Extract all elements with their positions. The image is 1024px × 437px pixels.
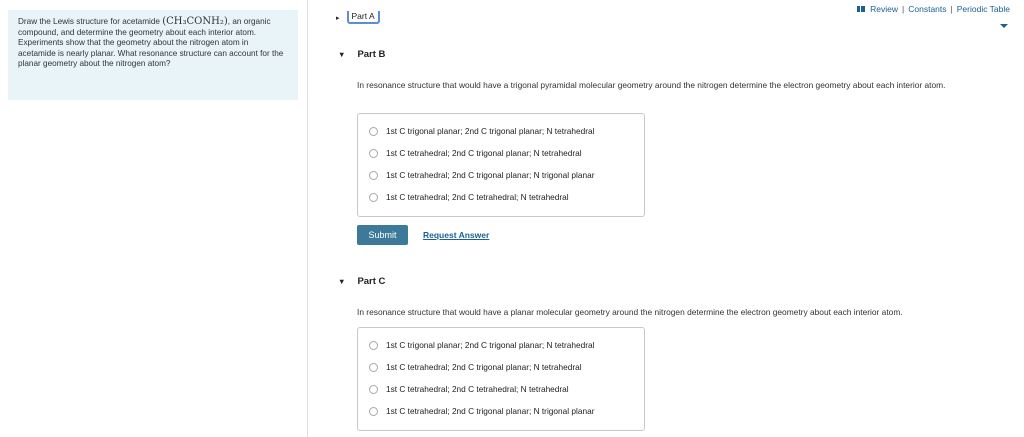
link-separator: | bbox=[950, 4, 953, 14]
review-icon bbox=[857, 6, 865, 12]
option-label: 1st C trigonal planar; 2nd C trigonal planar; N tetrahedral bbox=[386, 126, 595, 136]
problem-text-end: , an organic compound, and determine the geometry about each interior atom. Experiments show that the geometry about the nitrogen atom in acetamide is nearly planar. What resonance structure can account for the planar geometry about the nitrogen atom? bbox=[18, 17, 284, 68]
expand-triangle-icon: ▼ bbox=[338, 277, 346, 286]
radio-button[interactable] bbox=[369, 407, 378, 416]
radio-button[interactable] bbox=[369, 171, 378, 180]
acetamide-formula: (CH₃CONH₂) bbox=[162, 16, 228, 27]
option-label: 1st C trigonal planar; 2nd C trigonal planar; N tetrahedral bbox=[386, 340, 595, 350]
radio-button[interactable] bbox=[369, 149, 378, 158]
answer-option[interactable] bbox=[358, 378, 644, 400]
collapse-triangle-icon: ▸ bbox=[336, 15, 340, 22]
resource-links bbox=[857, 4, 1010, 14]
constants-link[interactable]: Constants bbox=[908, 4, 947, 14]
part-c-label: Part C bbox=[357, 276, 386, 287]
radio-button[interactable] bbox=[369, 385, 378, 394]
radio-button[interactable] bbox=[369, 193, 378, 202]
option-label: 1st C tetrahedral; 2nd C trigonal planar; N tetrahedral bbox=[386, 362, 582, 372]
option-label: 1st C tetrahedral; 2nd C tetrahedral; N tetrahedral bbox=[386, 384, 569, 394]
radio-button[interactable] bbox=[369, 363, 378, 372]
part-a-header[interactable] bbox=[336, 12, 380, 24]
answer-option[interactable] bbox=[358, 120, 644, 142]
part-b-label: Part B bbox=[357, 49, 386, 60]
chevron-down-icon[interactable] bbox=[1000, 16, 1008, 22]
link-separator: | bbox=[902, 4, 905, 14]
problem-text-start: Draw the Lewis structure for acetamide bbox=[18, 17, 163, 26]
answer-option[interactable] bbox=[358, 400, 644, 422]
part-c-question: In resonance structure that would have a planar molecular geometry around the nitrogen determine the electron geometry about each interior atom. bbox=[357, 307, 903, 317]
part-b-header[interactable] bbox=[338, 49, 385, 60]
radio-button[interactable] bbox=[369, 127, 378, 136]
option-label: 1st C tetrahedral; 2nd C trigonal planar; N trigonal planar bbox=[386, 406, 595, 416]
answer-option[interactable] bbox=[358, 142, 644, 164]
request-answer-link[interactable]: Request Answer bbox=[423, 230, 490, 240]
part-b-question: In resonance structure that would have a trigonal pyramidal molecular geometry around the nitrogen determine the electron geometry about each interior atom. bbox=[357, 80, 946, 90]
submit-button[interactable]: Submit bbox=[357, 225, 408, 245]
periodic-table-link[interactable]: Periodic Table bbox=[956, 4, 1010, 14]
option-label: 1st C tetrahedral; 2nd C trigonal planar; N tetrahedral bbox=[386, 148, 582, 158]
expand-triangle-icon: ▼ bbox=[338, 50, 346, 59]
option-label: 1st C tetrahedral; 2nd C tetrahedral; N tetrahedral bbox=[386, 192, 569, 202]
part-a-label: Part A bbox=[347, 11, 380, 24]
problem-statement bbox=[8, 10, 298, 100]
radio-button[interactable] bbox=[369, 341, 378, 350]
review-link[interactable]: Review bbox=[870, 4, 899, 14]
part-c-options bbox=[357, 327, 645, 431]
part-c-header[interactable] bbox=[338, 276, 385, 287]
panel-divider bbox=[307, 0, 308, 437]
part-b-options bbox=[357, 113, 645, 217]
option-label: 1st C tetrahedral; 2nd C trigonal planar; N trigonal planar bbox=[386, 170, 595, 180]
answer-option[interactable] bbox=[358, 164, 644, 186]
answer-option[interactable] bbox=[358, 186, 644, 208]
answer-option[interactable] bbox=[358, 334, 644, 356]
answer-option[interactable] bbox=[358, 356, 644, 378]
